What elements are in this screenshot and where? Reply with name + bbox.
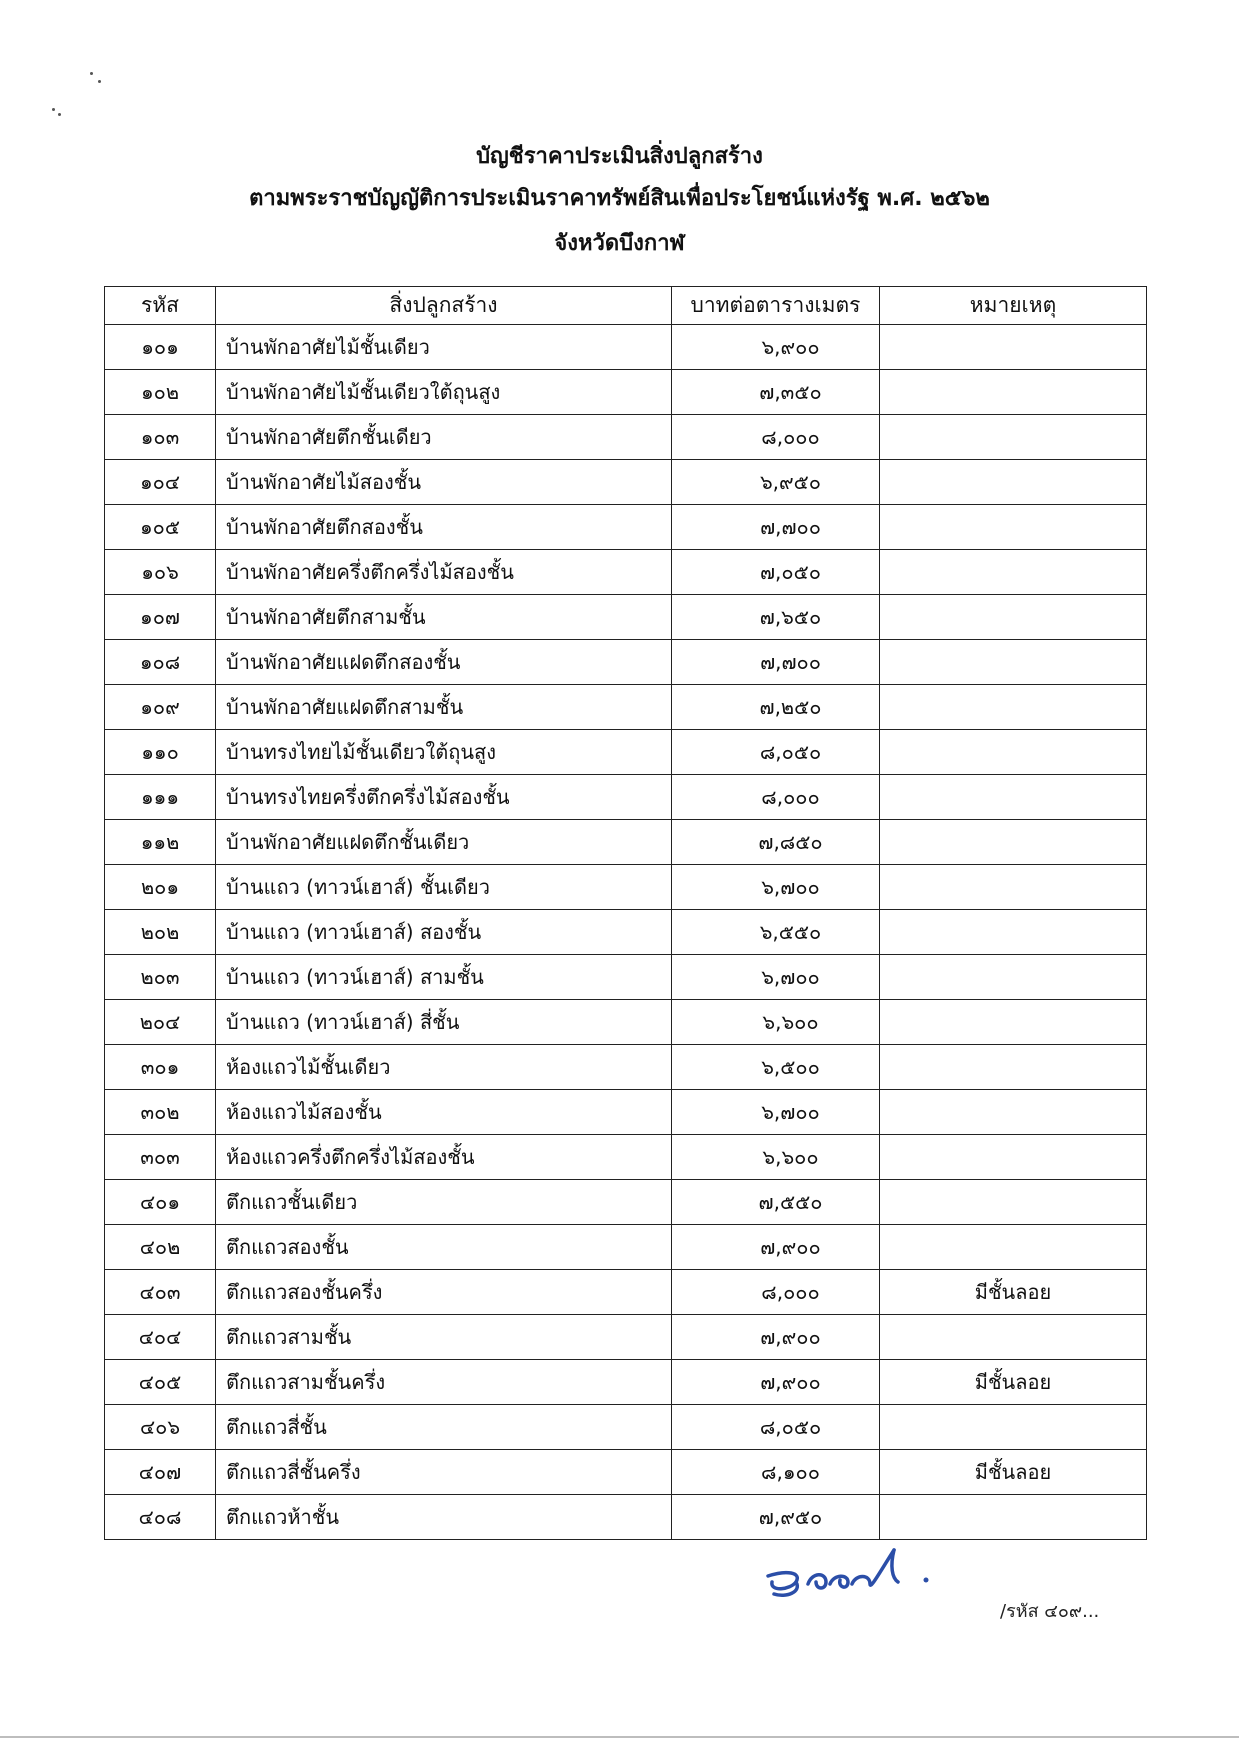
table-row bbox=[105, 685, 1147, 730]
row-building-name: ตึกแถวสี่ชั้น bbox=[216, 1405, 672, 1450]
row-price: ๗,๙๐๐ bbox=[672, 1315, 880, 1360]
row-note bbox=[880, 1090, 1147, 1135]
row-code: ๑๑๑ bbox=[105, 775, 216, 820]
row-building-name: บ้านแถว (ทาวน์เฮาส์) สี่ชั้น bbox=[216, 1000, 672, 1045]
row-building-name: บ้านพักอาศัยตึกสามชั้น bbox=[216, 595, 672, 640]
row-price: ๗,๕๕๐ bbox=[672, 1180, 880, 1225]
header-building: สิ่งปลูกสร้าง bbox=[216, 287, 672, 325]
document-title: บัญชีราคาประเมินสิ่งปลูกสร้าง bbox=[476, 144, 763, 169]
row-code: ๓๐๓ bbox=[105, 1135, 216, 1180]
row-note bbox=[880, 1045, 1147, 1090]
row-code: ๒๐๓ bbox=[105, 955, 216, 1000]
row-price: ๘,๐๐๐ bbox=[672, 1270, 880, 1315]
row-note bbox=[880, 325, 1147, 370]
row-building-name: บ้านพักอาศัยตึกสองชั้น bbox=[216, 505, 672, 550]
header-note: หมายเหตุ bbox=[880, 287, 1147, 325]
table-row bbox=[105, 460, 1147, 505]
row-note bbox=[880, 1315, 1147, 1360]
table-row bbox=[105, 820, 1147, 865]
row-note bbox=[880, 865, 1147, 910]
row-note bbox=[880, 1000, 1147, 1045]
row-code: ๒๐๔ bbox=[105, 1000, 216, 1045]
table-row bbox=[105, 1225, 1147, 1270]
row-price: ๘,๐๐๐ bbox=[672, 775, 880, 820]
row-note bbox=[880, 1180, 1147, 1225]
row-building-name: บ้านพักอาศัยไม้ชั้นเดียว bbox=[216, 325, 672, 370]
row-price: ๗,๘๕๐ bbox=[672, 820, 880, 865]
row-code: ๓๐๑ bbox=[105, 1045, 216, 1090]
row-price: ๗,๖๕๐ bbox=[672, 595, 880, 640]
table-row bbox=[105, 1180, 1147, 1225]
table-row bbox=[105, 955, 1147, 1000]
row-price: ๖,๗๐๐ bbox=[672, 955, 880, 1000]
row-note bbox=[880, 685, 1147, 730]
row-building-name: บ้านแถว (ทาวน์เฮาส์) สามชั้น bbox=[216, 955, 672, 1000]
row-price: ๗,๐๕๐ bbox=[672, 550, 880, 595]
table-row bbox=[105, 1360, 1147, 1405]
row-price: ๗,๓๕๐ bbox=[672, 370, 880, 415]
row-code: ๑๐๘ bbox=[105, 640, 216, 685]
row-code: ๔๐๘ bbox=[105, 1495, 216, 1540]
row-note bbox=[880, 775, 1147, 820]
row-building-name: บ้านพักอาศัยแฝดตึกชั้นเดียว bbox=[216, 820, 672, 865]
row-code: ๑๐๑ bbox=[105, 325, 216, 370]
row-note bbox=[880, 1135, 1147, 1180]
row-code: ๑๐๒ bbox=[105, 370, 216, 415]
signature-image bbox=[756, 1532, 946, 1602]
row-price: ๗,๙๕๐ bbox=[672, 1495, 880, 1540]
row-note bbox=[880, 505, 1147, 550]
row-building-name: บ้านทรงไทยไม้ชั้นเดียวใต้ถุนสูง bbox=[216, 730, 672, 775]
table-row bbox=[105, 1405, 1147, 1450]
document-subtitle: ตามพระราชบัญญัติการประเมินราคาทรัพย์สินเพื่อประโยชน์แห่งรัฐ พ.ศ. ๒๕๖๒ bbox=[249, 186, 990, 211]
row-code: ๒๐๑ bbox=[105, 865, 216, 910]
row-note bbox=[880, 415, 1147, 460]
table-body bbox=[105, 325, 1147, 1540]
row-price: ๖,๗๐๐ bbox=[672, 865, 880, 910]
row-price: ๖,๖๐๐ bbox=[672, 1000, 880, 1045]
row-code: ๔๐๗ bbox=[105, 1450, 216, 1495]
row-building-name: ตึกแถวสี่ชั้นครึ่ง bbox=[216, 1450, 672, 1495]
row-price: ๖,๖๐๐ bbox=[672, 1135, 880, 1180]
row-code: ๔๐๕ bbox=[105, 1360, 216, 1405]
table-row bbox=[105, 1090, 1147, 1135]
building-price-table bbox=[104, 286, 1147, 1540]
row-code: ๑๑๒ bbox=[105, 820, 216, 865]
row-note: มีชั้นลอย bbox=[880, 1270, 1147, 1315]
row-code: ๑๐๖ bbox=[105, 550, 216, 595]
row-note bbox=[880, 955, 1147, 1000]
row-price: ๘,๐๕๐ bbox=[672, 1405, 880, 1450]
province-title: จังหวัดบึงกาฬ bbox=[554, 231, 685, 256]
row-price: ๖,๕๕๐ bbox=[672, 910, 880, 955]
row-note bbox=[880, 595, 1147, 640]
header-code: รหัส bbox=[105, 287, 216, 325]
row-note bbox=[880, 370, 1147, 415]
row-building-name: ตึกแถวห้าชั้น bbox=[216, 1495, 672, 1540]
row-code: ๒๐๒ bbox=[105, 910, 216, 955]
row-code: ๑๐๓ bbox=[105, 415, 216, 460]
table-row bbox=[105, 595, 1147, 640]
row-building-name: บ้านพักอาศัยไม้ชั้นเดียวใต้ถุนสูง bbox=[216, 370, 672, 415]
row-code: ๔๐๖ bbox=[105, 1405, 216, 1450]
row-price: ๘,๑๐๐ bbox=[672, 1450, 880, 1495]
table-row bbox=[105, 550, 1147, 595]
table-row bbox=[105, 1000, 1147, 1045]
table-row bbox=[105, 775, 1147, 820]
scan-speck bbox=[98, 80, 101, 83]
row-building-name: ตึกแถวสามชั้นครึ่ง bbox=[216, 1360, 672, 1405]
row-building-name: ห้องแถวไม้สองชั้น bbox=[216, 1090, 672, 1135]
row-price: ๘,๐๕๐ bbox=[672, 730, 880, 775]
row-note bbox=[880, 640, 1147, 685]
row-building-name: บ้านทรงไทยครึ่งตึกครึ่งไม้สองชั้น bbox=[216, 775, 672, 820]
row-note: มีชั้นลอย bbox=[880, 1360, 1147, 1405]
row-price: ๗,๒๕๐ bbox=[672, 685, 880, 730]
row-code: ๑๑๐ bbox=[105, 730, 216, 775]
row-code: ๑๐๕ bbox=[105, 505, 216, 550]
table-row bbox=[105, 370, 1147, 415]
header-price: บาทต่อตารางเมตร bbox=[672, 287, 880, 325]
table-header-row bbox=[105, 287, 1147, 325]
row-building-name: บ้านพักอาศัยแฝดตึกสองชั้น bbox=[216, 640, 672, 685]
row-code: ๑๐๙ bbox=[105, 685, 216, 730]
table-row bbox=[105, 865, 1147, 910]
table-row bbox=[105, 1135, 1147, 1180]
row-building-name: บ้านพักอาศัยครึ่งตึกครึ่งไม้สองชั้น bbox=[216, 550, 672, 595]
table-row bbox=[105, 325, 1147, 370]
scan-speck bbox=[90, 72, 93, 75]
table-row bbox=[105, 1450, 1147, 1495]
row-price: ๗,๗๐๐ bbox=[672, 505, 880, 550]
row-building-name: ห้องแถวไม้ชั้นเดียว bbox=[216, 1045, 672, 1090]
continuation-note: /รหัส ๔๐๙... bbox=[1000, 1601, 1100, 1622]
row-note bbox=[880, 550, 1147, 595]
row-building-name: บ้านพักอาศัยไม้สองชั้น bbox=[216, 460, 672, 505]
table-row bbox=[105, 1315, 1147, 1360]
table-row bbox=[105, 640, 1147, 685]
row-note: มีชั้นลอย bbox=[880, 1450, 1147, 1495]
row-note bbox=[880, 910, 1147, 955]
row-code: ๔๐๓ bbox=[105, 1270, 216, 1315]
row-code: ๔๐๒ bbox=[105, 1225, 216, 1270]
row-note bbox=[880, 460, 1147, 505]
row-code: ๑๐๔ bbox=[105, 460, 216, 505]
row-code: ๔๐๔ bbox=[105, 1315, 216, 1360]
row-price: ๖,๙๐๐ bbox=[672, 325, 880, 370]
row-building-name: ห้องแถวครึ่งตึกครึ่งไม้สองชั้น bbox=[216, 1135, 672, 1180]
scan-speck bbox=[52, 108, 55, 111]
row-building-name: ตึกแถวสองชั้นครึ่ง bbox=[216, 1270, 672, 1315]
row-building-name: ตึกแถวสองชั้น bbox=[216, 1225, 672, 1270]
row-building-name: บ้านแถว (ทาวน์เฮาส์) สองชั้น bbox=[216, 910, 672, 955]
row-note bbox=[880, 1225, 1147, 1270]
row-price: ๗,๙๐๐ bbox=[672, 1225, 880, 1270]
row-note bbox=[880, 1405, 1147, 1450]
row-price: ๘,๐๐๐ bbox=[672, 415, 880, 460]
row-price: ๖,๗๐๐ bbox=[672, 1090, 880, 1135]
row-building-name: บ้านแถว (ทาวน์เฮาส์) ชั้นเดียว bbox=[216, 865, 672, 910]
page-bottom-edge bbox=[0, 1736, 1239, 1738]
table-row bbox=[105, 1495, 1147, 1540]
row-note bbox=[880, 820, 1147, 865]
row-code: ๔๐๑ bbox=[105, 1180, 216, 1225]
row-price: ๗,๙๐๐ bbox=[672, 1360, 880, 1405]
table-row bbox=[105, 730, 1147, 775]
table-row bbox=[105, 415, 1147, 460]
row-price: ๖,๕๐๐ bbox=[672, 1045, 880, 1090]
table-row bbox=[105, 1270, 1147, 1315]
row-building-name: ตึกแถวชั้นเดียว bbox=[216, 1180, 672, 1225]
row-building-name: บ้านพักอาศัยแฝดตึกสามชั้น bbox=[216, 685, 672, 730]
row-code: ๑๐๗ bbox=[105, 595, 216, 640]
row-building-name: ตึกแถวสามชั้น bbox=[216, 1315, 672, 1360]
row-code: ๓๐๒ bbox=[105, 1090, 216, 1135]
table-row bbox=[105, 910, 1147, 955]
row-note bbox=[880, 730, 1147, 775]
row-price: ๖,๙๕๐ bbox=[672, 460, 880, 505]
row-building-name: บ้านพักอาศัยตึกชั้นเดียว bbox=[216, 415, 672, 460]
table-row bbox=[105, 505, 1147, 550]
row-price: ๗,๗๐๐ bbox=[672, 640, 880, 685]
scan-speck bbox=[58, 113, 61, 116]
table-row bbox=[105, 1045, 1147, 1090]
